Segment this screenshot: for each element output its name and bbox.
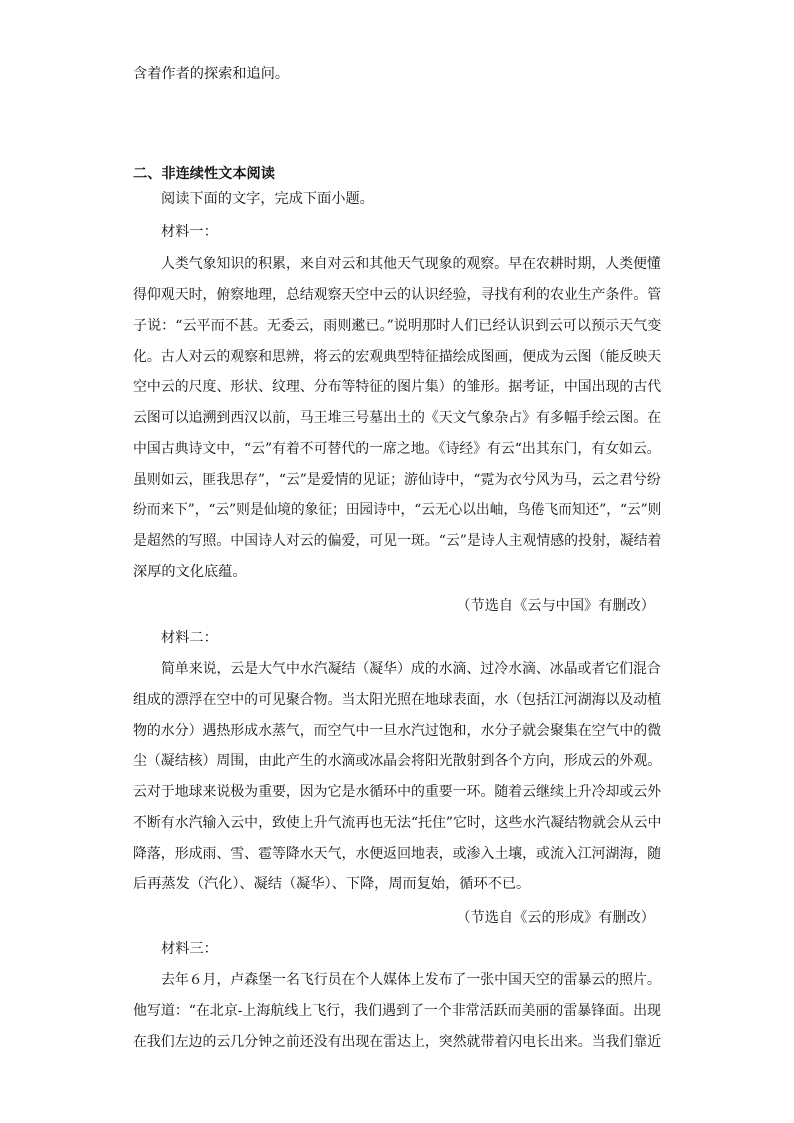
material2-line: 尘（凝结核）周围，由此产生的水滴或冰晶会将阳光散射到各个方向，形成云的外观。 bbox=[133, 753, 662, 769]
material1-line: 云图可以追溯到西汉以前，马王堆三号墓出土的《天文气象杂占》有多幅手绘云图。在 bbox=[133, 410, 662, 426]
material2-line: 物的水分）遇热形成水蒸气，而空气中一旦水汽过饱和，水分子就会聚集在空气中的微 bbox=[133, 723, 662, 739]
material1-source: （节选自《云与中国》有删改） bbox=[456, 598, 655, 614]
material2-label: 材料二： bbox=[161, 630, 218, 646]
material1-label: 材料一： bbox=[161, 224, 218, 240]
material1-line: 人类气象知识的积累，来自对云和其他天气现象的观察。早在农耕时期，人类便懂 bbox=[161, 256, 661, 272]
material2-line: 后再蒸发（汽化）、凝结（凝华）、下降，周而复始，循环不已。 bbox=[133, 876, 531, 892]
material1-line: 化。古人对云的观察和思辨，将云的宏观典型特征描绘成图画，便成为云图（能反映天 bbox=[133, 349, 662, 365]
material1-line: 子说：“云平而不甚。无委云，雨则遬已。”说明那时人们已经认识到云可以预示天气变 bbox=[133, 318, 662, 334]
material1-line: 中国古典诗文中，“云”有着不可替代的一席之地。《诗经》有云“出其东门，有女如云。 bbox=[133, 441, 661, 457]
material2-line: 简单来说，云是大气中水汽凝结（凝华）成的水滴、过冷水滴、冰晶或者它们混合 bbox=[161, 661, 661, 677]
material3-line: 他写道：“在北京-上海航线上飞行，我们遇到了一个非常活跃而美丽的雷暴锋面。出现 bbox=[133, 1003, 661, 1019]
section-instruction: 阅读下面的文字，完成下面小题。 bbox=[161, 191, 374, 207]
material1-line: 深厚的文化底蕴。 bbox=[133, 564, 247, 580]
material2-line: 组成的漂浮在空中的可见聚合物。当太阳光照在地球表面，水（包括江河湖海以及动植 bbox=[133, 692, 662, 708]
intro-line: 含着作者的探索和追问。 bbox=[133, 66, 290, 82]
material1-line: 虽则如云，匪我思存”，“云”是爱情的见证；游仙诗中，“霓为衣兮风为马，云之君兮纷 bbox=[133, 472, 661, 488]
material3-line: 在我们左边的云几分钟之前还没有出现在雷达上，突然就带着闪电长出来。当我们靠近 bbox=[133, 1034, 662, 1050]
material3-label: 材料三： bbox=[161, 941, 218, 957]
material1-line: 空中云的尺度、形状、纹理、分布等特征的图片集）的雏形。据考证，中国出现的古代 bbox=[133, 379, 662, 395]
material2-line: 不断有水汽输入云中，致使上升气流再也无法“托住”它时，这些水汽凝结物就会从云中 bbox=[133, 815, 662, 831]
material2-line: 降落，形成雨、雪、雹等降水天气，水便返回地表，或渗入土壤，或流入江河湖海，随 bbox=[133, 846, 662, 862]
material2-source: （节选自《云的形成》有删改） bbox=[456, 910, 655, 926]
material2-line: 云对于地球来说极为重要，因为它是水循环中的重要一环。随着云继续上升冷却或云外 bbox=[133, 784, 662, 800]
material1-line: 纷而来下”，“云”则是仙境的象征；田园诗中，“云无心以出岫，鸟倦飞而知还”，“云”则 bbox=[133, 502, 662, 518]
material1-line: 得仰观天时，俯察地理，总结观察天空中云的认识经验，寻找有利的农业生产条件。管 bbox=[133, 287, 662, 303]
section-heading: 二、非连续性文本阅读 bbox=[133, 166, 275, 182]
material3-line: 去年６月，卢森堡一名飞行员在个人媒体上发布了一张中国天空的雷暴云的照片。 bbox=[161, 972, 661, 988]
material1-line: 是超然的写照。中国诗人对云的偏爱，可见一斑。“云”是诗人主观情感的投射，凝结着 bbox=[133, 533, 662, 549]
